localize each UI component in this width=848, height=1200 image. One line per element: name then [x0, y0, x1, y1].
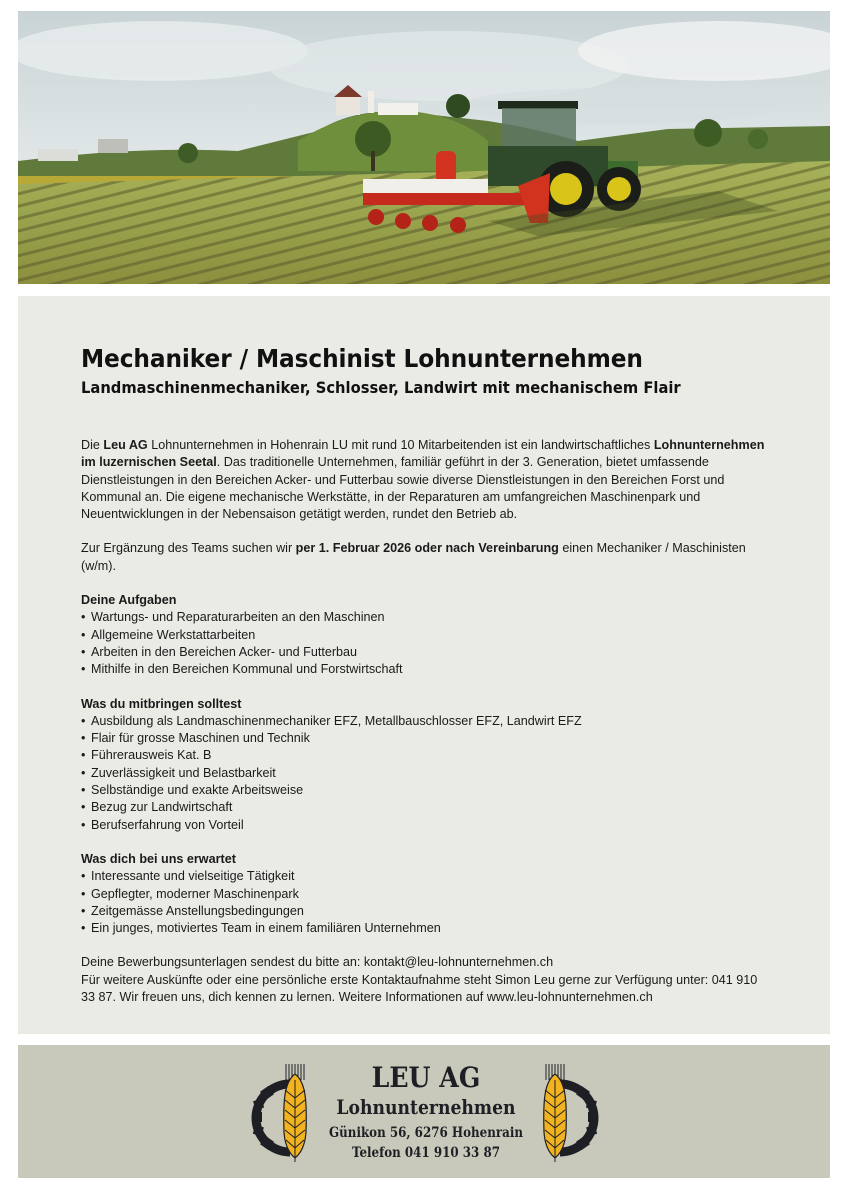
search-paragraph: Zur Ergänzung des Teams suchen wir per 1. Februar 2026 oder nach Vereinbarung einen Mechaniker / Maschinisten (w/m).	[81, 541, 746, 573]
job-ad-content	[81, 343, 771, 1006]
list-item: • Ausbildung als Landmaschinenmechaniker EFZ, Metallbauschlosser EFZ, Landwirt EFZ	[81, 713, 771, 730]
bullet-icon: •	[81, 800, 86, 815]
logo-business-type: Lohnunternehmen	[336, 1095, 516, 1119]
list-item: • Gepflegter, moderner Maschinenpark	[81, 886, 771, 903]
list-item: • Zeitgemässe Anstellungsbedingungen	[81, 903, 771, 920]
gear-wheat-icon	[250, 1062, 310, 1162]
list-item: • Arbeiten in den Bereichen Acker- und Futterbau	[81, 644, 771, 661]
list-item: • Mithilfe in den Bereichen Kommunal und Forstwirtschaft	[81, 661, 771, 678]
list-item: • Führerausweis Kat. B	[81, 747, 771, 764]
list-item: • Bezug zur Landwirtschaft	[81, 799, 771, 816]
bullet-icon: •	[81, 869, 86, 884]
tasks-list	[81, 609, 771, 678]
start-date-bold: per 1. Februar 2026 oder nach Vereinbarung	[295, 541, 559, 556]
hero-photo	[18, 11, 830, 284]
section-heading: Was dich bei uns erwartet	[81, 851, 236, 866]
list-item: • Wartungs- und Reparaturarbeiten an den Maschinen	[81, 609, 771, 626]
job-subtitle: Landmaschinenmechaniker, Schlosser, Landwirt mit mechanischem Flair	[81, 378, 681, 397]
section-benefits	[81, 851, 771, 937]
logo-text-block	[310, 1058, 542, 1163]
section-heading: Was du mitbringen solltest	[81, 696, 242, 711]
bullet-icon: •	[81, 765, 86, 780]
requirements-list	[81, 713, 771, 834]
bullet-icon: •	[81, 610, 86, 625]
logo-company-name: LEU AG	[371, 1061, 481, 1094]
bullet-icon: •	[81, 817, 86, 832]
list-item: • Interessante und vielseitige Tätigkeit	[81, 868, 771, 885]
bullet-icon: •	[81, 713, 86, 728]
region-bold: Lohnunternehmen im luzernischen Seetal	[81, 438, 765, 470]
bullet-icon: •	[81, 644, 86, 659]
bullet-icon: •	[81, 903, 86, 918]
logo-address: Günikon 56, 6276 Hohenrain	[329, 1125, 523, 1141]
info-line: Für weitere Auskünfte oder eine persönliche erste Kontaktaufnahme steht Simon Leu gerne zur Verfügung unter: 041 910 33 87. Wir freuen uns, dich kennen zu lernen. Weitere Informationen auf www.leu-lohnunternehmen.ch	[81, 972, 758, 1005]
company-name-bold: Leu AG	[103, 438, 148, 452]
job-title: Mechaniker / Maschinist Lohnunternehmen	[81, 344, 643, 373]
bullet-icon: •	[81, 783, 86, 798]
gear-wheat-icon	[540, 1062, 600, 1162]
list-item: • Zuverlässigkeit und Belastbarkeit	[81, 765, 771, 782]
job-ad-panel	[18, 296, 830, 1034]
section-tasks	[81, 592, 771, 678]
section-heading: Deine Aufgaben	[81, 593, 177, 608]
intro-paragraph: Die Leu AG Lohnunternehmen in Hohenrain LU mit rund 10 Mitarbeitenden ist ein landwirtschaftliches Lohnunternehmen im luzernischen Seetal. Das traditionelle Unternehmen, familiär geführt in der 3. Generation, bietet umfassende Dienstleistungen in den Bereichen Acker- und Futterbau sowie diverse Dienstleistungen in den Bereichen Forst und Kommunal an. Die eigene mechanische Werkstätte, in der Reparaturen am umfangreichen Maschinenpark und Neuentwicklungen in der Nebensaison getätigt werden, rundet den Betrieb ab.	[81, 438, 765, 522]
list-item: • Allgemeine Werkstattarbeiten	[81, 627, 771, 644]
list-item: • Berufserfahrung von Vorteil	[81, 817, 771, 834]
field-tractor-illustration	[18, 11, 830, 284]
list-item: • Flair für grosse Maschinen und Technik	[81, 730, 771, 747]
list-item: • Ein junges, motiviertes Team in einem familiären Unternehmen	[81, 920, 771, 937]
section-requirements	[81, 696, 771, 834]
bullet-icon: •	[81, 662, 86, 677]
bullet-icon: •	[81, 748, 86, 763]
company-logo	[250, 1058, 600, 1166]
bullet-icon: •	[81, 627, 86, 642]
contact-block	[81, 954, 771, 1006]
footer-logo-panel	[18, 1045, 830, 1178]
bullet-icon: •	[81, 731, 86, 746]
application-line: Deine Bewerbungsunterlagen sendest du bitte an: kontakt@leu-lohnunternehmen.ch	[81, 955, 554, 970]
bullet-icon: •	[81, 921, 86, 936]
website-link[interactable]: www.leu-lohnunternehmen.ch	[486, 990, 653, 1005]
email-link[interactable]: kontakt@leu-lohnunternehmen.ch	[363, 955, 554, 970]
list-item: • Selbständige und exakte Arbeitsweise	[81, 782, 771, 799]
logo-phone: Telefon 041 910 33 87	[351, 1145, 500, 1161]
bullet-icon: •	[81, 886, 86, 901]
benefits-list	[81, 868, 771, 937]
